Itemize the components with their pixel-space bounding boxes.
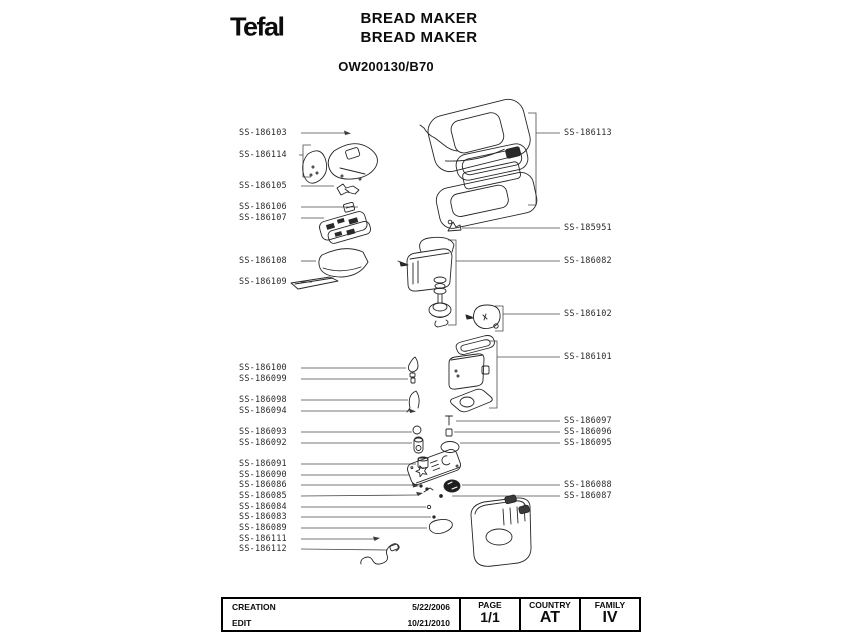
part-label: SS-186095 <box>564 438 612 448</box>
part-label: SS-186112 <box>239 544 287 554</box>
small-hardware <box>407 357 459 468</box>
coupler-part <box>466 305 500 329</box>
title-line-1: BREAD MAKER <box>360 10 478 27</box>
title-line-2: BREAD MAKER <box>360 29 478 46</box>
leader-lines <box>299 113 560 550</box>
footer-dates-cell <box>223 599 459 630</box>
part-label: SS-186097 <box>564 416 612 426</box>
part-label: SS-186100 <box>239 363 287 373</box>
power-cord <box>361 544 399 564</box>
footer-country-cell <box>519 599 579 630</box>
part-label: SS-186109 <box>239 277 287 287</box>
part-label: SS-186088 <box>564 480 612 490</box>
latch-part <box>337 184 359 195</box>
part-label: SS-186092 <box>239 438 287 448</box>
small-clip-part <box>448 220 461 231</box>
creation-label: CREATION <box>232 602 276 612</box>
part-label: SS-186091 <box>239 459 287 469</box>
part-label: SS-186096 <box>564 427 612 437</box>
fasteners <box>420 485 443 518</box>
family-value: IV <box>602 609 618 626</box>
tefal-logo: Tefal <box>230 12 284 42</box>
family-label: FAMILY <box>594 600 626 610</box>
part-label: SS-186105 <box>239 181 287 191</box>
part-label: SS-186094 <box>239 406 287 416</box>
footer-table <box>221 597 641 632</box>
part-label: SS-186093 <box>239 427 287 437</box>
page-value: 1/1 <box>480 609 500 625</box>
part-label: SS-186114 <box>239 150 287 160</box>
part-label: SS-186111 <box>239 534 287 544</box>
part-label: SS-186099 <box>239 374 287 384</box>
footer-family-cell <box>579 599 639 630</box>
part-label: SS-186083 <box>239 512 287 522</box>
part-label: SS-186106 <box>239 202 287 212</box>
part-label: SS-186103 <box>239 128 287 138</box>
part-label: SS-186084 <box>239 502 287 512</box>
dispenser-lid-part <box>319 249 368 277</box>
country-value: AT <box>539 609 561 626</box>
drive-gear <box>444 480 460 492</box>
part-label: SS-186098 <box>239 395 287 405</box>
edit-date: 10/21/2010 <box>407 618 450 628</box>
country-label: COUNTRY <box>529 600 571 610</box>
part-label: SS-186108 <box>239 256 287 266</box>
edit-label: EDIT <box>232 618 252 628</box>
chamber-assembly <box>449 336 494 412</box>
part-label: SS-186113 <box>564 128 612 138</box>
pcb-part <box>318 210 372 247</box>
part-label: SS-186089 <box>239 523 287 533</box>
part-label: SS-185951 <box>564 223 612 233</box>
model-number: OW200130/B70 <box>338 59 434 74</box>
foot-part <box>429 519 452 533</box>
creation-date: 5/22/2006 <box>412 602 450 612</box>
bread-pan-assembly <box>398 237 454 327</box>
part-label: SS-186090 <box>239 470 287 480</box>
control-panel <box>303 144 378 184</box>
part-label: SS-186082 <box>564 256 612 266</box>
lid-assembly <box>420 96 539 231</box>
part-label: SS-186087 <box>564 491 612 501</box>
page-label: PAGE <box>478 600 502 610</box>
footer-page-cell <box>459 599 519 630</box>
part-label: SS-186085 <box>239 491 287 501</box>
plate-part <box>291 277 338 289</box>
main-body <box>471 495 531 567</box>
part-label: SS-186102 <box>564 309 612 319</box>
part-label: SS-186101 <box>564 352 612 362</box>
part-label: SS-186086 <box>239 480 287 490</box>
part-label: SS-186107 <box>239 213 287 223</box>
